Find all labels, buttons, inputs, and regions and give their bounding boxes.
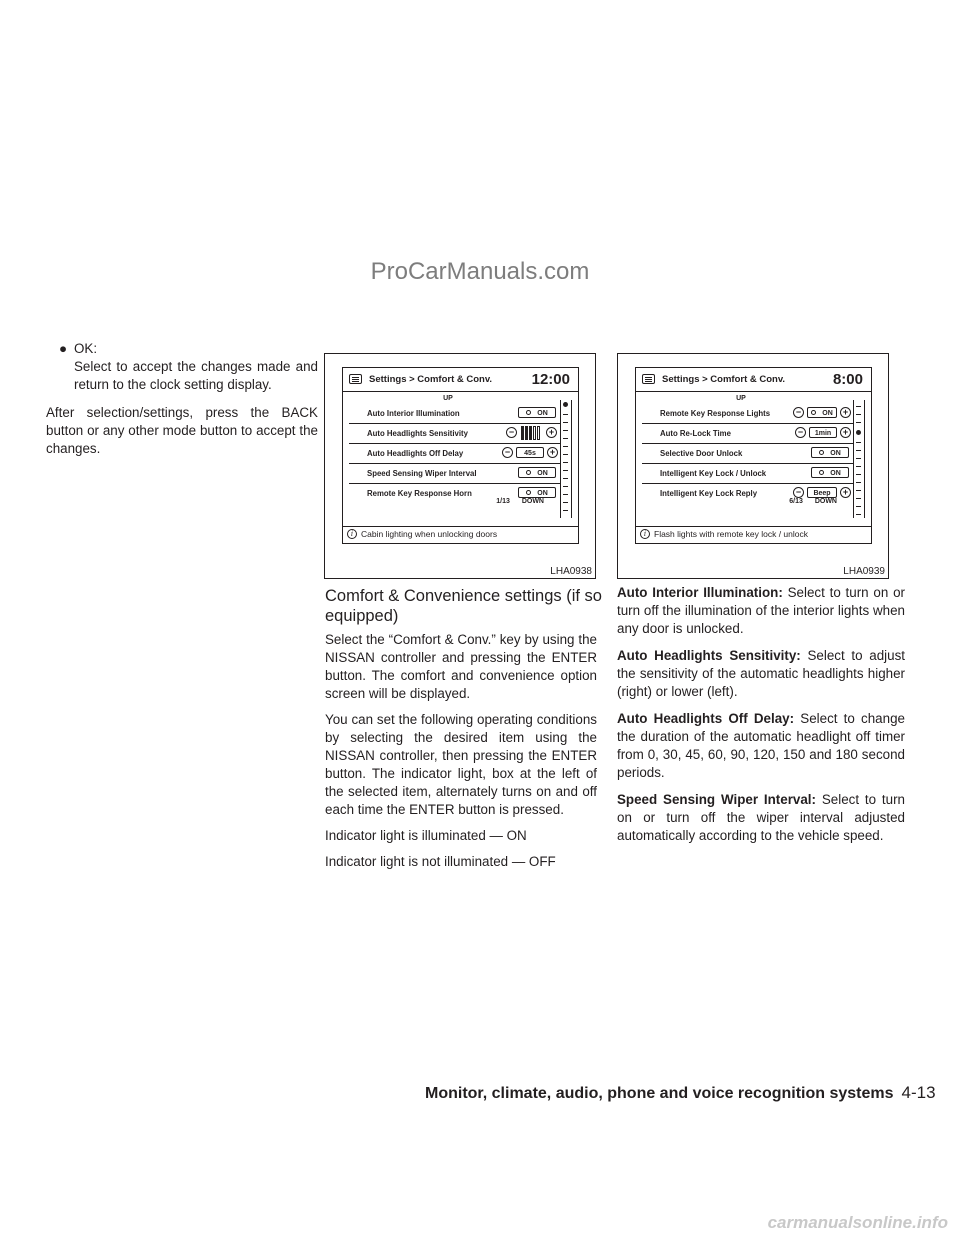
indicator-light-icon xyxy=(811,410,816,415)
definition-text: Select to turn on or turn off the wiper interval adjusted automatically according to the vehicle speed. xyxy=(617,792,905,843)
plus-icon: + xyxy=(840,427,851,438)
screen-header xyxy=(343,368,578,392)
info-icon: i xyxy=(640,529,650,539)
indicator-light-icon xyxy=(819,470,824,475)
indicator-light-icon xyxy=(819,450,824,455)
value-box: Beep xyxy=(807,487,837,498)
definition-term: Speed Sensing Wiper Interval: xyxy=(617,792,816,807)
page-indicator: 1/13 xyxy=(496,498,510,505)
setting-label: Auto Headlights Off Delay xyxy=(367,449,464,458)
info-bar xyxy=(636,526,871,543)
setting-row xyxy=(642,424,854,444)
indicator-light-icon xyxy=(526,490,531,495)
page-number: 4-13 xyxy=(901,1083,936,1102)
toggle-value: ON xyxy=(537,470,548,477)
clock: 12:00 xyxy=(531,371,570,388)
setting-label: Auto Interior Illumination xyxy=(367,409,460,418)
plus-icon: + xyxy=(547,447,558,458)
definition-item xyxy=(617,584,905,638)
definition-item xyxy=(617,791,905,845)
section-title: Comfort & Convenience settings (if so equipped) xyxy=(325,587,602,625)
on-toggle xyxy=(518,467,556,478)
setting-label: Remote Key Response Horn xyxy=(367,489,472,498)
figure-lha0938 xyxy=(324,353,596,579)
up-label: UP xyxy=(736,395,746,402)
definition-term: Auto Interior Illumination: xyxy=(617,585,783,600)
breadcrumb: Settings > Comfort & Conv. xyxy=(369,374,493,385)
definition-text: Select to turn on or turn off the illumination of the interior lights when any door is unlocked. xyxy=(617,585,906,636)
setting-row xyxy=(349,444,561,464)
definition-term: Auto Headlights Sensitivity: xyxy=(617,648,801,663)
on-toggle xyxy=(518,487,556,498)
body-paragraph: Indicator light is illuminated — ON xyxy=(325,828,527,843)
setting-label: Auto Re-Lock Time xyxy=(660,429,731,438)
info-icon: i xyxy=(347,529,357,539)
relock-control xyxy=(795,427,851,439)
setting-label: Intelligent Key Lock / Unlock xyxy=(660,469,767,478)
screen-header xyxy=(636,368,871,392)
settings-screen xyxy=(342,367,579,544)
body-paragraph: You can set the following operating conditions by selecting the desired item using the NISSAN controller, then pressing the ENTER button. The indicator light, box at the left of the selected item, alternately turns on and off each time the ENTER button is pressed. xyxy=(325,712,597,817)
setting-label: Speed Sensing Wiper Interval xyxy=(367,469,477,478)
bullet-title: OK: xyxy=(74,341,98,356)
scrollbar xyxy=(560,400,572,518)
setting-row xyxy=(349,404,561,424)
value-box: 45s xyxy=(516,447,544,458)
minus-icon: − xyxy=(506,427,517,438)
settings-menu-icon xyxy=(349,374,362,384)
down-label: DOWN xyxy=(814,498,837,505)
settings-menu-icon xyxy=(642,374,655,384)
info-text: Cabin lighting when unlocking doors xyxy=(361,529,498,539)
definition-text: Select to change the duration of the automatic headlight off timer from 0, 30, 45, 60, 90, 120, 150 and 180 second periods. xyxy=(617,711,905,780)
on-toggle xyxy=(811,447,849,458)
setting-row xyxy=(642,404,854,424)
page-indicator: 6/13 xyxy=(789,498,803,505)
middle-column xyxy=(325,631,597,879)
page-footer xyxy=(425,1083,936,1103)
screen-pager xyxy=(496,498,544,505)
figure-code: LHA0939 xyxy=(843,566,885,577)
definition-item xyxy=(617,647,905,701)
plus-icon: + xyxy=(840,407,851,418)
watermark-top: ProCarManuals.com xyxy=(370,258,590,285)
up-label: UP xyxy=(443,395,453,402)
ok-bullet xyxy=(46,340,318,394)
body-paragraph: Select the “Comfort & Conv.” key by using the NISSAN controller and pressing the ENTER button. The comfort and convenience option screen will be displayed. xyxy=(325,632,597,701)
definition-term: Auto Headlights Off Delay: xyxy=(617,711,795,726)
toggle-control xyxy=(811,447,851,459)
clock: 8:00 xyxy=(832,371,863,388)
minus-icon: − xyxy=(793,407,804,418)
watermark-bottom: carmanualsonline.info xyxy=(767,1213,948,1232)
setting-label: Intelligent Key Lock Reply xyxy=(660,489,758,498)
toggle-value: ON xyxy=(830,450,841,457)
right-column xyxy=(617,584,905,854)
definition-item xyxy=(617,710,905,782)
left-column xyxy=(46,340,318,466)
toggle-value: ON xyxy=(537,410,548,417)
sensitivity-level-bars xyxy=(521,426,541,440)
figure-lha0939 xyxy=(617,353,889,579)
figure-code: LHA0938 xyxy=(550,566,592,577)
toggle-control xyxy=(793,407,851,419)
indicator-light-icon xyxy=(526,410,531,415)
plus-icon: + xyxy=(840,487,851,498)
screen-pager xyxy=(789,498,837,505)
on-toggle xyxy=(811,467,849,478)
toggle-value: ON xyxy=(537,490,548,497)
setting-row xyxy=(349,424,561,444)
setting-row xyxy=(642,464,854,484)
toggle-control xyxy=(811,467,851,479)
body-paragraph: Indicator light is not illuminated — OFF xyxy=(325,854,556,869)
settings-screen xyxy=(635,367,872,544)
toggle-control xyxy=(518,467,558,479)
setting-label: Auto Headlights Sensitivity xyxy=(367,429,468,438)
toggle-value: ON xyxy=(830,470,841,477)
indicator-light-icon xyxy=(526,470,531,475)
setting-label: Selective Door Unlock xyxy=(660,449,743,458)
plus-icon: + xyxy=(546,427,557,438)
chapter-title: Monitor, climate, audio, phone and voice recognition systems xyxy=(425,1085,894,1102)
back-button-paragraph: After selection/settings, press the BACK button or any other mode button to accept the changes. xyxy=(46,405,318,456)
breadcrumb: Settings > Comfort & Conv. xyxy=(662,374,786,385)
scroll-position-icon xyxy=(563,402,568,407)
scroll-position-icon xyxy=(856,430,861,435)
on-toggle xyxy=(518,407,556,418)
minus-icon: − xyxy=(793,487,804,498)
definition-text: Select to adjust the sensitivity of the automatic headlights higher (right) or lower (left). xyxy=(617,648,905,699)
scrollbar xyxy=(853,400,865,518)
info-text: Flash lights with remote key lock / unlock xyxy=(654,529,809,539)
bullet-icon: ● xyxy=(59,341,68,356)
toggle-value: ON xyxy=(822,410,833,417)
down-label: DOWN xyxy=(521,498,544,505)
setting-label: Remote Key Response Lights xyxy=(660,409,771,418)
minus-icon: − xyxy=(502,447,513,458)
delay-control xyxy=(502,447,558,459)
toggle-control xyxy=(518,407,558,419)
setting-row xyxy=(642,444,854,464)
minus-icon: − xyxy=(795,427,806,438)
sensitivity-control xyxy=(506,427,558,439)
value-box: 1min xyxy=(809,427,837,438)
info-bar xyxy=(343,526,578,543)
on-toggle xyxy=(807,407,837,418)
bullet-text: Select to accept the changes made and return to the clock setting display. xyxy=(74,359,318,392)
setting-row xyxy=(349,464,561,484)
